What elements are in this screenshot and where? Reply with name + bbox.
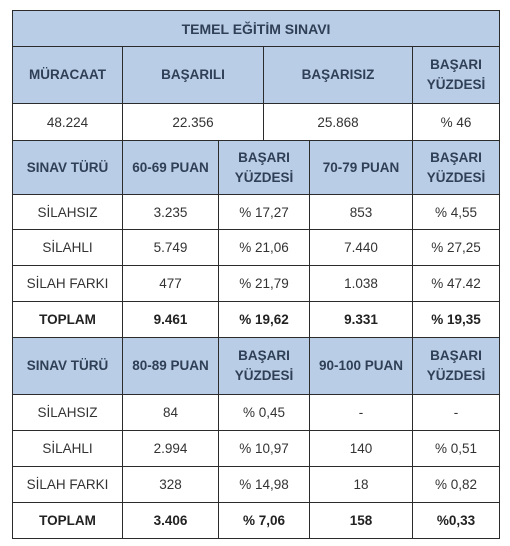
row-label: SİLAH FARKI [13, 467, 123, 503]
cell: 158 [310, 503, 413, 539]
s1-header-exam-type: SINAV TÜRÜ [13, 141, 123, 195]
row-label: SİLAHLI [13, 230, 123, 266]
cell: % 0,82 [413, 467, 500, 503]
table-row [13, 195, 500, 230]
table-row [13, 230, 500, 266]
s2-header-80-89: 80-89 PUAN [123, 338, 219, 395]
s1-header-rate-b [413, 141, 500, 195]
value-success-rate: % 46 [413, 104, 500, 141]
cell: % 4,55 [413, 195, 500, 230]
value-applications: 48.224 [13, 104, 123, 141]
s1-header-60-69: 60-69 PUAN [123, 141, 219, 195]
table-row [13, 266, 500, 302]
cell: % 47.42 [413, 266, 500, 302]
s2-header-rate-b-text: BAŞARI YÜZDESİ [426, 348, 486, 383]
total-row [13, 503, 500, 539]
cell: 5.749 [123, 230, 219, 266]
cell: % 19,62 [219, 302, 310, 338]
cell: 3.235 [123, 195, 219, 230]
cell: % 14,98 [219, 467, 310, 503]
cell: % 10,97 [219, 431, 310, 467]
s1-header-70-79: 70-79 PUAN [310, 141, 413, 195]
cell: %0,33 [413, 503, 500, 539]
header-applications: MÜRACAAT [13, 47, 123, 104]
cell: 2.994 [123, 431, 219, 467]
cell: % 17,27 [219, 195, 310, 230]
cell: 477 [123, 266, 219, 302]
total-label: TOPLAM [13, 503, 123, 539]
s2-header-90-100: 90-100 PUAN [310, 338, 413, 395]
table-row [13, 431, 500, 467]
s2-header-rate-b [413, 338, 500, 395]
cell: % 27,25 [413, 230, 500, 266]
cell: % 0,51 [413, 431, 500, 467]
cell: 84 [123, 395, 219, 431]
header-success-rate-text: BAŞARI YÜZDESİ [426, 57, 486, 92]
header-success-rate [413, 47, 500, 104]
s2-header-rate-a-text: BAŞARI YÜZDESİ [234, 348, 294, 383]
cell: 18 [310, 467, 413, 503]
row-label: SİLAHLI [13, 431, 123, 467]
cell: 328 [123, 467, 219, 503]
row-label: SİLAHSIZ [13, 195, 123, 230]
value-unsuccessful: 25.868 [264, 104, 413, 141]
cell: 7.440 [310, 230, 413, 266]
cell: 9.461 [123, 302, 219, 338]
cell: % 0,45 [219, 395, 310, 431]
cell: - [310, 395, 413, 431]
table-title: TEMEL EĞİTİM SINAVI [13, 11, 500, 47]
header-successful: BAŞARILI [123, 47, 264, 104]
header-unsuccessful: BAŞARISIZ [264, 47, 413, 104]
exam-results-table [12, 10, 500, 539]
s1-header-rate-b-text: BAŞARI YÜZDESİ [426, 149, 486, 185]
cell: 140 [310, 431, 413, 467]
s1-header-rate-a-text: BAŞARI YÜZDESİ [234, 149, 294, 185]
cell: % 19,35 [413, 302, 500, 338]
row-label: SİLAHSIZ [13, 395, 123, 431]
cell: 9.331 [310, 302, 413, 338]
cell: 1.038 [310, 266, 413, 302]
s1-header-rate-a [219, 141, 310, 195]
cell: 3.406 [123, 503, 219, 539]
total-row [13, 302, 500, 338]
s2-header-exam-type: SINAV TÜRÜ [13, 338, 123, 395]
cell: % 7,06 [219, 503, 310, 539]
row-label: SİLAH FARKI [13, 266, 123, 302]
total-label: TOPLAM [13, 302, 123, 338]
table-row [13, 395, 500, 431]
cell: % 21,06 [219, 230, 310, 266]
cell: 853 [310, 195, 413, 230]
cell: - [413, 395, 500, 431]
cell: % 21,79 [219, 266, 310, 302]
table-row [13, 467, 500, 503]
s2-header-rate-a [219, 338, 310, 395]
value-successful: 22.356 [123, 104, 264, 141]
